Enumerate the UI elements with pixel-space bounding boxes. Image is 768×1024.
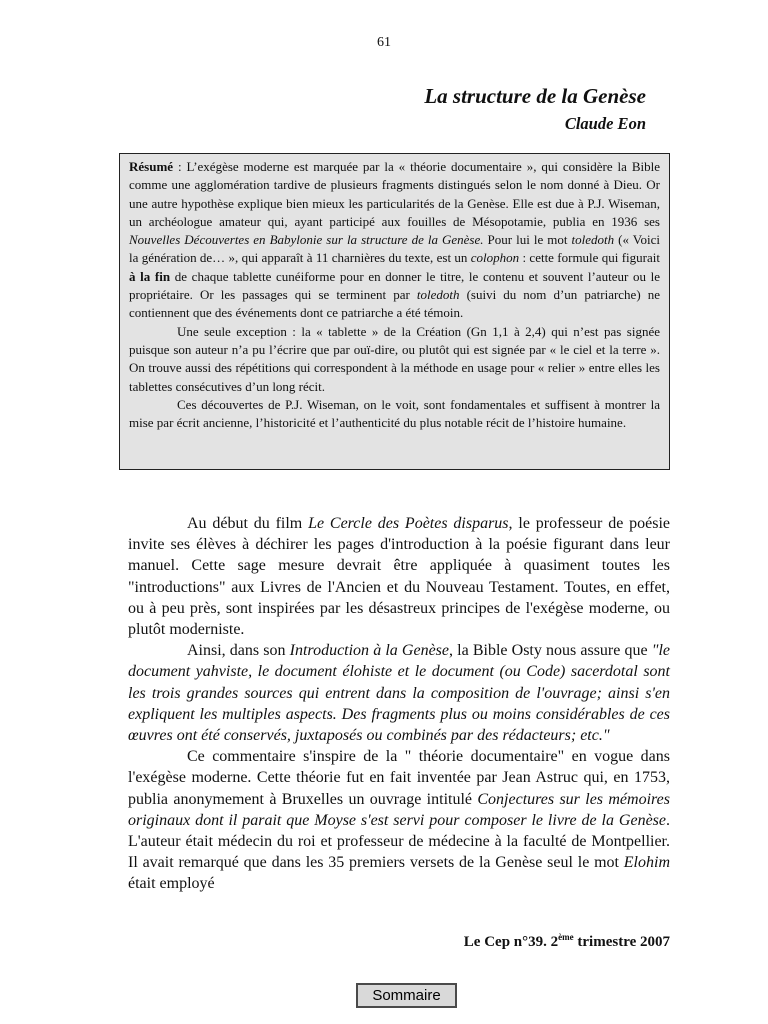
abstract-paragraph: Résumé : L’exégèse moderne est marquée par la « théorie documentaire », qui considère la Bible comme une agglomération tardive de plusieurs fragments distingués selon le nom donné à Dieu. Or une autre hypothèse explique bien mieux les particularités de la Genèse. Elle est due à P.J. Wiseman, un archéologue amateur qui, ayant participé aux fouilles de Mésopotamie, publia en 1936 ses Nouvelles Découvertes en Babylonie sur la structure de la Genèse. Pour lui le mot toledoth (« Voici la génération de… », qui apparaît à 11 charnières du texte, est un colophon : cette formule qui figurait à la fin de chaque tablette cunéiforme pour en donner le titre, le contenu et souvent l’auteur ou le propriétaire. Or les passages qui se terminent par toledoth (suivi du nom d’un patriarche) ne contiennent que des événements dont ce patriarche a été témoin.	[129, 159, 660, 321]
abstract-box	[119, 153, 670, 470]
article-body	[128, 513, 670, 895]
abstract-paragraph: Une seule exception : la « tablette » de la Création (Gn 1,1 à 2,4) qui n’est pas signée puisque son auteur n’a pu l’écrire que par ouï-dire, ou plutôt qui est signée par « le ciel et la terre ». On trouve aussi des répétitions qui correspondent à la méthode en usage pour « relier » entre elles les tablettes consécutives d’un long récit.	[129, 323, 660, 394]
page-number: 61	[377, 35, 391, 50]
journal-footer	[464, 932, 670, 951]
footer-issue: Le Cep n°39. 2	[463, 934, 559, 950]
body-paragraph: Ce commentaire s'inspire de la " théorie documentaire" en vogue dans l'exégèse moderne. Cette théorie fut en fait inventée par Jean Astruc qui, en 1753, publia anonymement à Bruxelles un ouvrage intitulé Conjectures sur les mémoires originaux dont il parait que Moyse s'est servi pour composer le livre de la Genèse. L'auteur était médecin du roi et professeur de médecine à la faculté de Montpellier. Il avait remarqué que dans les 35 premiers versets de la Genèse seul le mot Elohim était employé	[128, 748, 670, 893]
article-author: Claude Eon	[564, 114, 646, 133]
footer-ordinal: ème	[558, 932, 574, 942]
body-paragraph: Ainsi, dans son Introduction à la Genèse, la Bible Osty nous assure que "le document yahviste, le document élohiste et le document (ou Code) sacerdotal sont les trois grandes sources qui entrent dans la composition de l'ouvrage; ainsi s'en expliquent les multiples aspects. Des fragments plus ou moins considérables de ces œuvres ont été conservés, juxtaposés ou combinés par des rédacteurs; etc."	[128, 642, 671, 745]
sommaire-button[interactable]: Sommaire	[356, 983, 457, 1008]
abstract-paragraph: Ces découvertes de P.J. Wiseman, on le voit, sont fondamentales et suffisent à montrer la mise par écrit ancienne, l’historicité et l’authenticité du plus notable récit de l’histoire humaine.	[129, 396, 660, 431]
body-paragraph: Au début du film Le Cercle des Poètes disparus, le professeur de poésie invite ses élèves à déchirer les pages d'introduction à la poésie figurant dans leur manuel. Cette sage mesure devrait être appliquée à quasiment toutes les "introductions" aux Livres de l'Ancien et du Nouveau Testament. Toutes, en effet, ou à peu près, sont inspirées par les désastreux principes de l'exégèse moderne, ou plutôt moderniste.	[128, 515, 671, 639]
footer-period: trimestre 2007	[573, 934, 670, 950]
article-title: La structure de la Genèse	[424, 84, 646, 108]
